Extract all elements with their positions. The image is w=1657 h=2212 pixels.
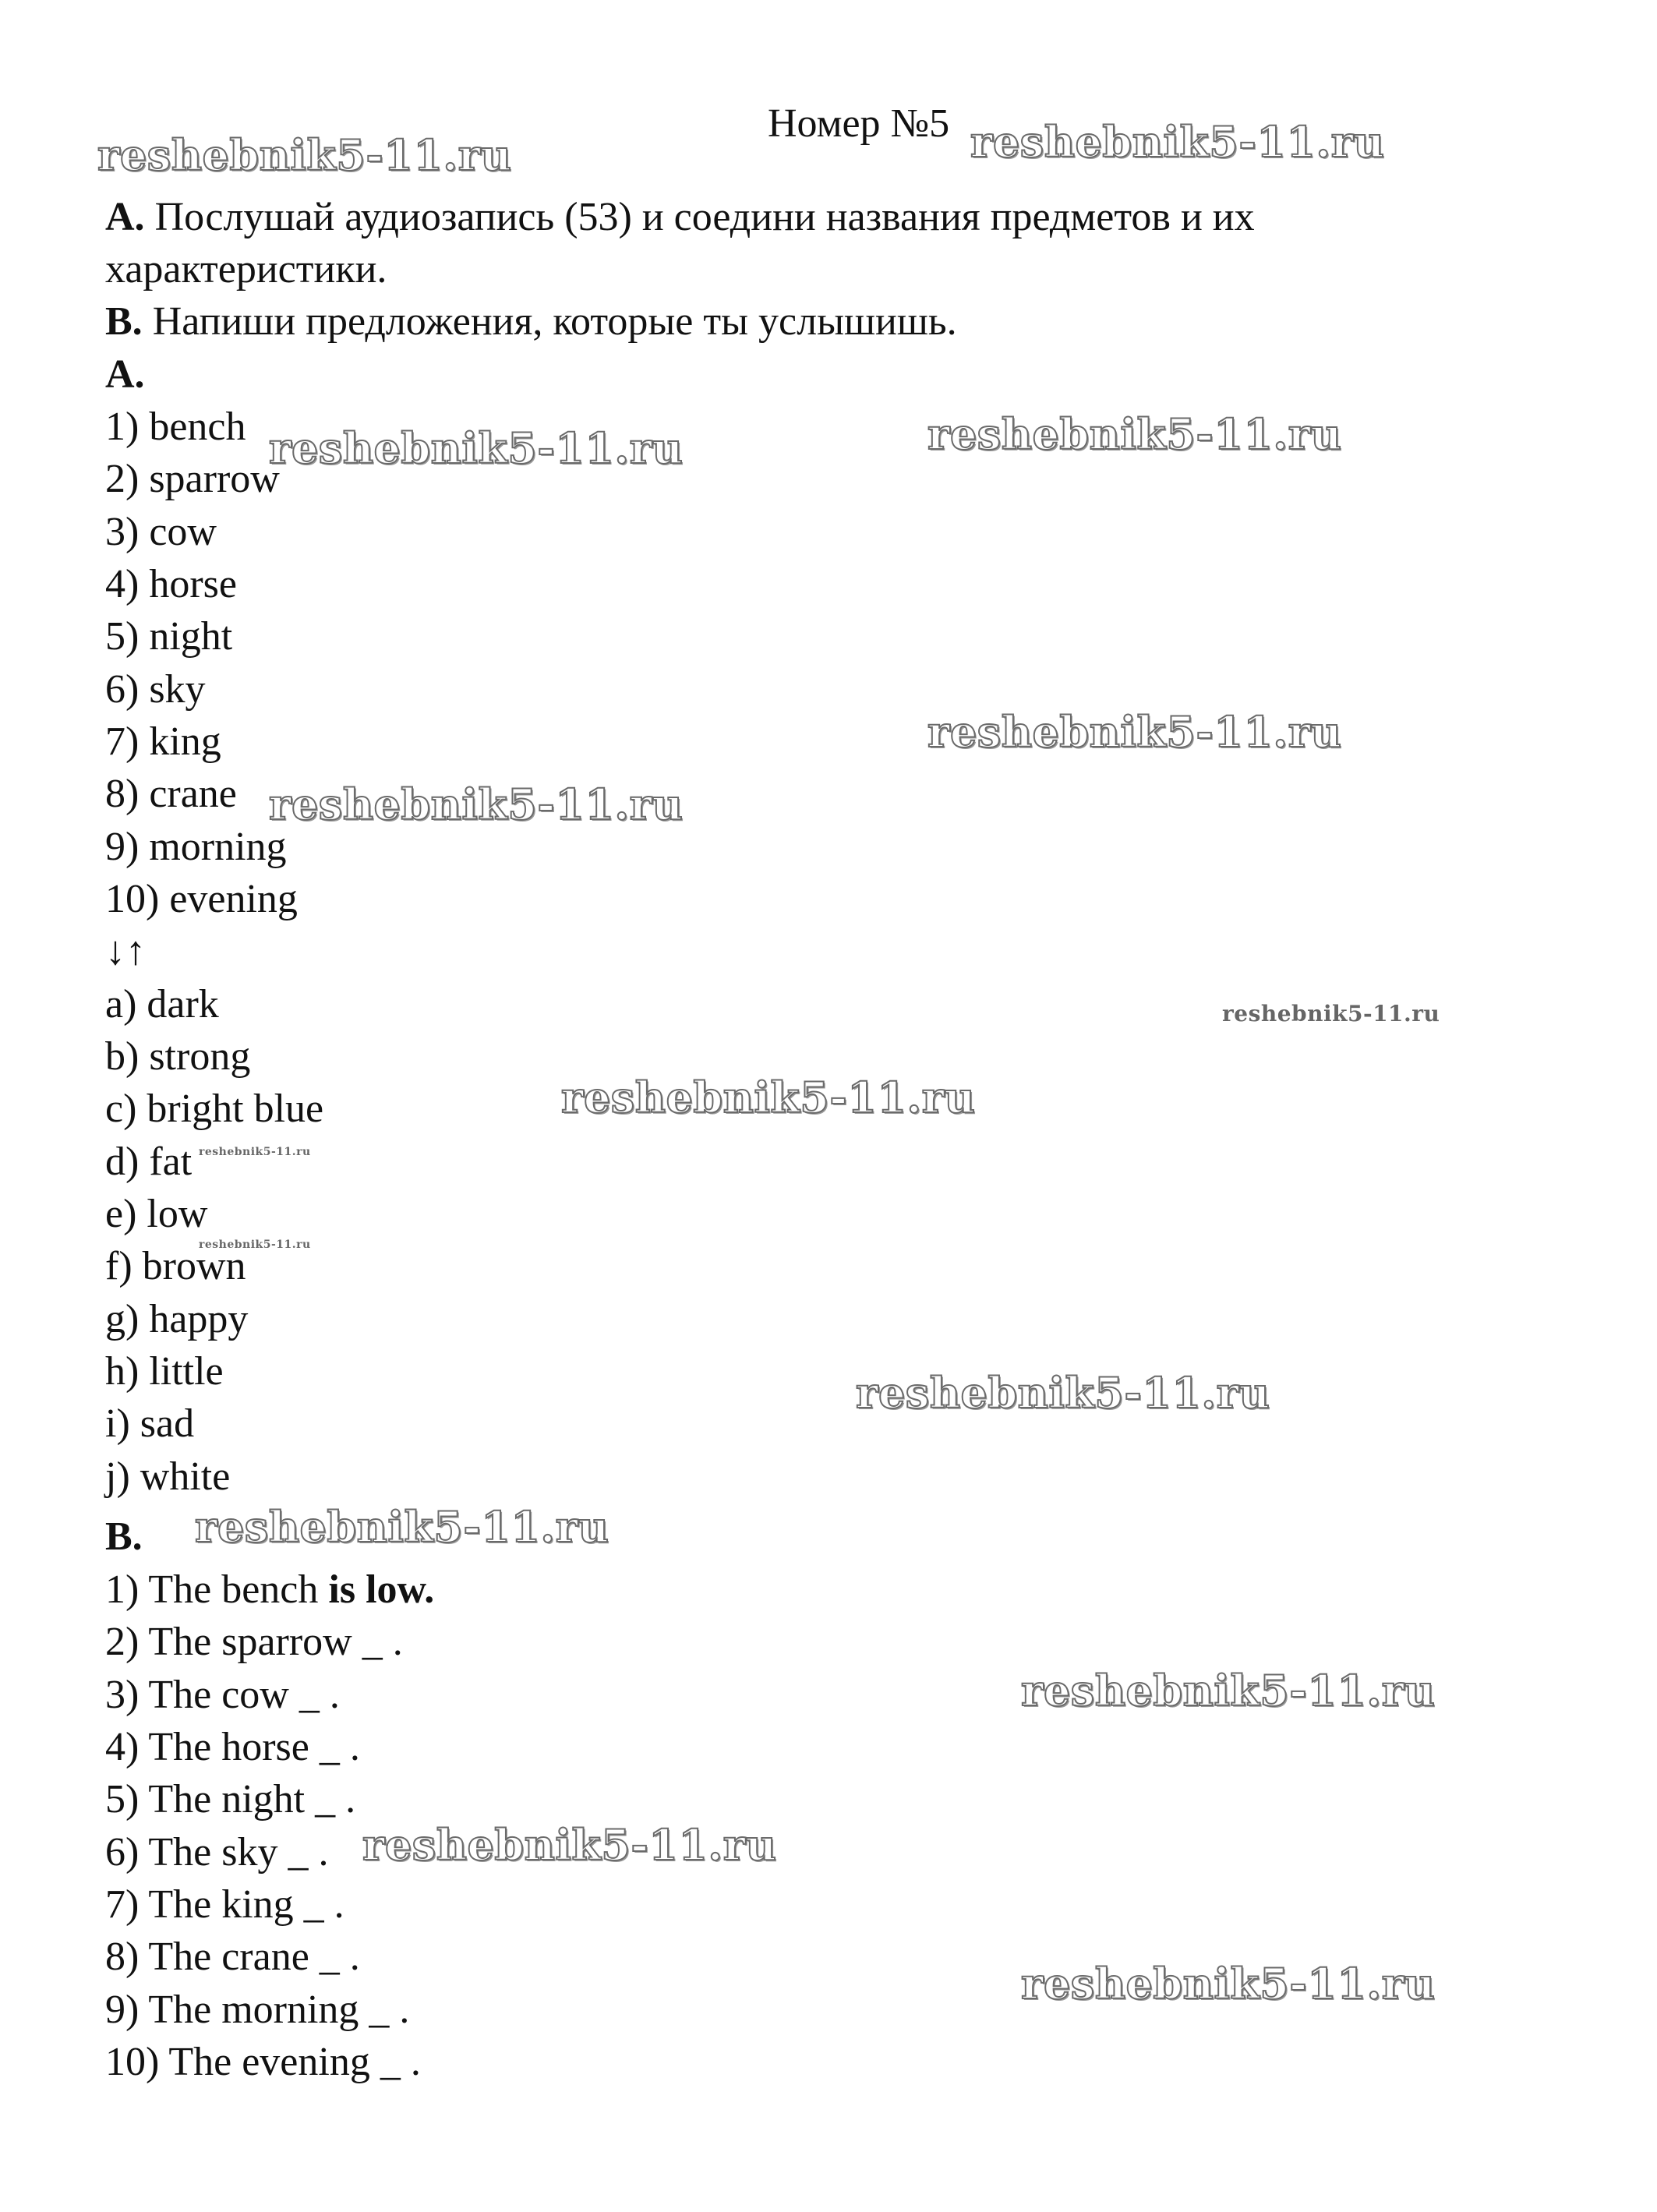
noun-item: 7) king <box>105 719 221 764</box>
noun-item: 10) evening <box>105 877 298 921</box>
adjective-item: i) sad <box>105 1401 195 1446</box>
watermark: reshebnik5-11.ru <box>362 1820 777 1870</box>
instruction-a-continuation: характеристики. <box>105 247 387 292</box>
match-arrows: ↓↑ <box>105 929 146 973</box>
sentence-item <box>105 1567 435 1612</box>
adjective-item: f) brown <box>105 1244 246 1288</box>
instruction-a-text: Послушай аудиозапись (53) и соедини названия предметов и их <box>144 195 1255 239</box>
sentence-item: 8) The crane _ . <box>105 1935 360 1979</box>
section-b-label: B. <box>105 1514 143 1559</box>
sentence-answer: is low. <box>328 1567 435 1612</box>
noun-item: 5) night <box>105 614 233 659</box>
adjective-item: b) strong <box>105 1034 251 1079</box>
sentence-item: 5) The night _ . <box>105 1777 356 1822</box>
watermark: reshebnik5-11.ru <box>195 1502 609 1552</box>
sentence-item: 10) The evening _ . <box>105 2040 421 2084</box>
noun-item: 2) sparrow <box>105 457 280 501</box>
noun-item: 9) morning <box>105 825 287 869</box>
watermark: reshebnik5-11.ru <box>199 1146 311 1158</box>
sentence-item: 3) The cow _ . <box>105 1673 340 1717</box>
watermark: reshebnik5-11.ru <box>970 117 1385 167</box>
watermark: reshebnik5-11.ru <box>561 1072 976 1122</box>
sentence-item: 9) The morning _ . <box>105 1988 410 2032</box>
watermark: reshebnik5-11.ru <box>97 130 512 180</box>
adjective-item: d) fat <box>105 1140 193 1184</box>
sentence-item: 7) The king _ . <box>105 1882 344 1927</box>
adjective-item: h) little <box>105 1349 224 1394</box>
instruction-a-label: A. <box>105 195 145 239</box>
page-title: Номер №5 <box>768 101 950 146</box>
watermark: reshebnik5-11.ru <box>1021 1666 1436 1716</box>
sentence-item: 2) The sparrow _ . <box>105 1620 403 1664</box>
watermark: reshebnik5-11.ru <box>927 707 1342 757</box>
noun-item: 1) bench <box>105 405 246 449</box>
adjective-item: c) bright blue <box>105 1087 324 1131</box>
watermark: reshebnik5-11.ru <box>269 423 684 473</box>
instruction-b-label: B. <box>105 299 143 344</box>
sentence-prefix: 1) The bench <box>105 1567 329 1612</box>
adjective-item: e) low <box>105 1192 208 1236</box>
instruction-b-text: Напиши предложения, которые ты услышишь. <box>142 299 957 344</box>
sentence-item: 4) The horse _ . <box>105 1725 360 1769</box>
noun-item: 6) sky <box>105 667 206 712</box>
instruction-a <box>105 197 1255 238</box>
noun-item: 3) cow <box>105 510 217 554</box>
sentence-item: 6) The sky _ . <box>105 1830 329 1875</box>
noun-item: 4) horse <box>105 562 237 606</box>
watermark: reshebnik5-11.ru <box>1021 1959 1436 2009</box>
watermark: reshebnik5-11.ru <box>856 1368 1270 1418</box>
adjective-item: a) dark <box>105 982 219 1026</box>
noun-item: 8) crane <box>105 772 237 816</box>
watermark: reshebnik5-11.ru <box>1222 1001 1440 1026</box>
instruction-b <box>105 299 957 344</box>
section-a-label: A. <box>105 352 145 397</box>
watermark: reshebnik5-11.ru <box>199 1239 311 1251</box>
watermark: reshebnik5-11.ru <box>269 779 684 829</box>
adjective-item: j) white <box>105 1454 231 1499</box>
adjective-item: g) happy <box>105 1297 249 1341</box>
watermark: reshebnik5-11.ru <box>927 409 1342 459</box>
